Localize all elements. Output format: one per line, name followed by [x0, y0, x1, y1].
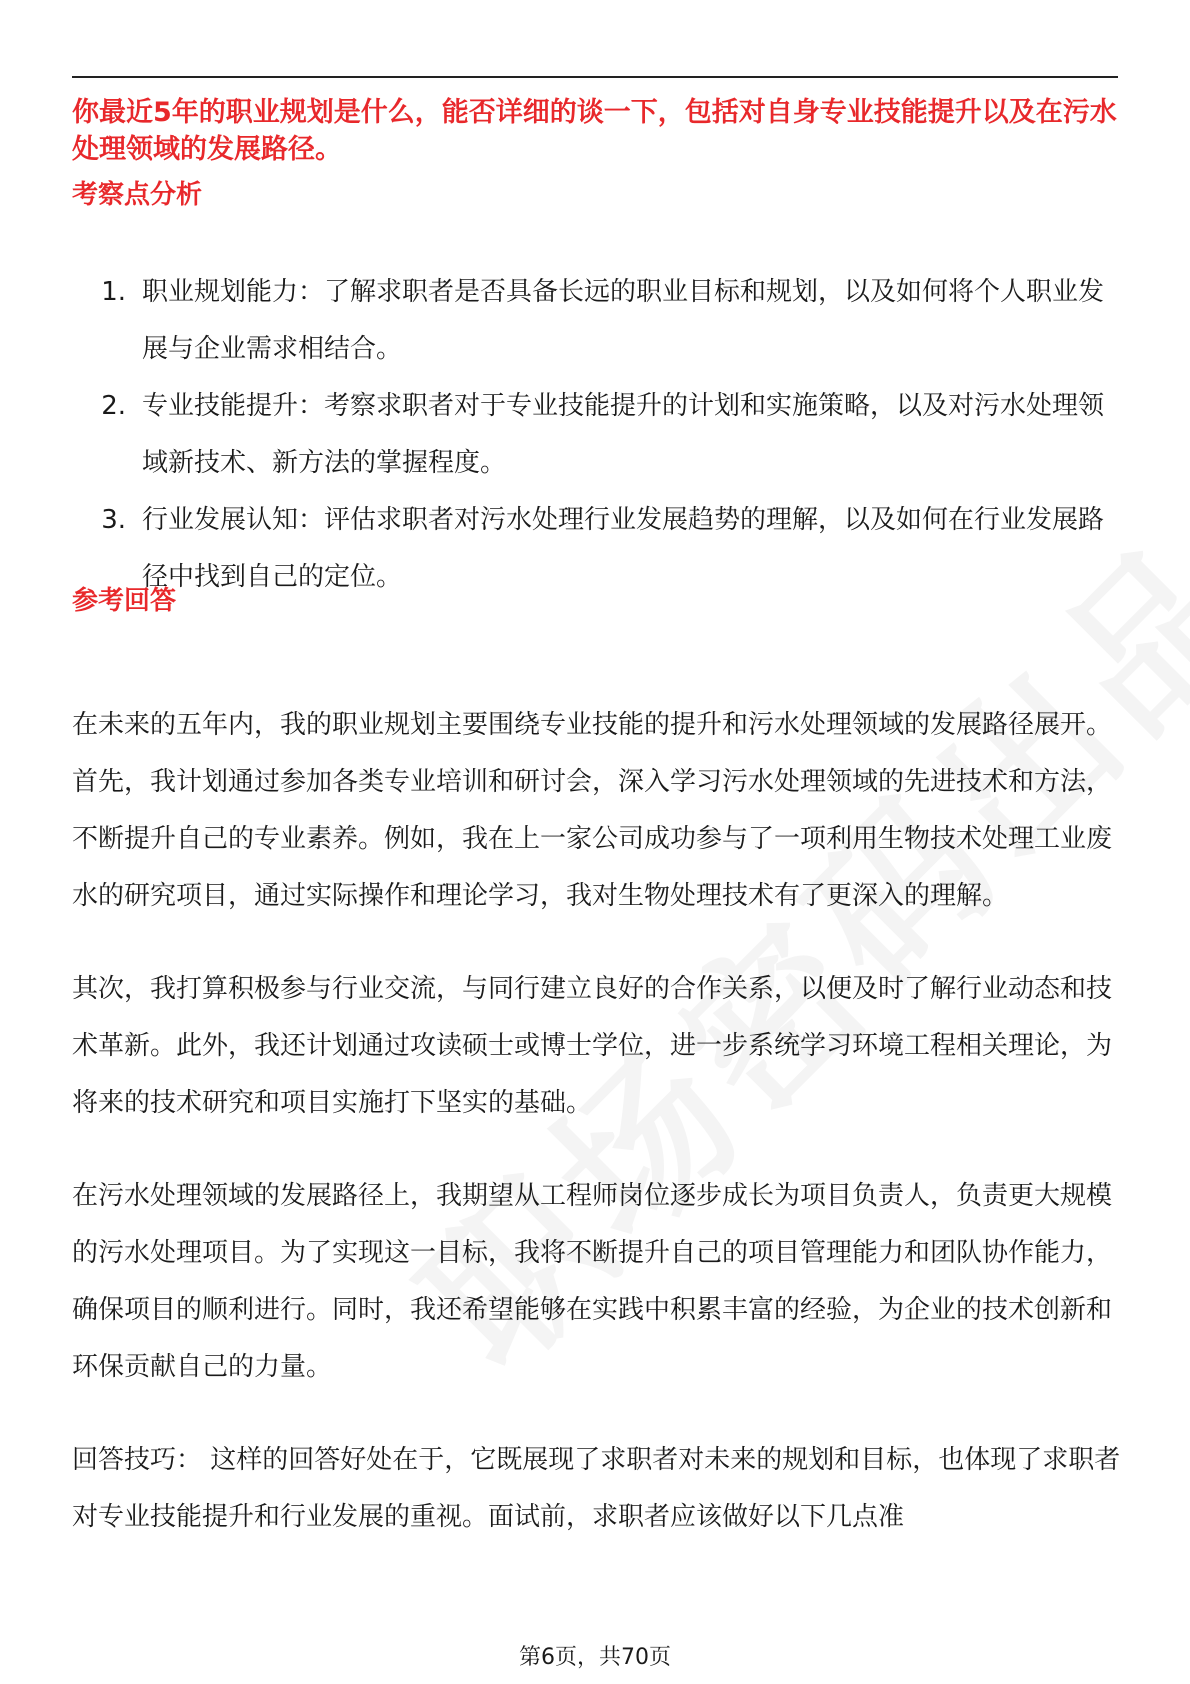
analysis-item — [72, 378, 1122, 492]
analysis-item — [72, 264, 1122, 378]
answer-body — [72, 697, 1122, 1582]
answer-paragraph: 在污水处理领域的发展路径上，我期望从工程师岗位逐步成长为项目负责人，负责更大规模的污水处理项目。为了实现这一目标，我将不断提升自己的项目管理能力和团队协作能力，确保项目的顺利进行。同时，我还希望能够在实践中积累丰富的经验，为企业的技术创新和环保贡献自己的力量。 — [72, 1181, 1113, 1382]
analysis-item — [72, 492, 1122, 606]
analysis-heading: 考察点分析 — [72, 180, 203, 210]
answer-heading: 参考回答 — [72, 586, 177, 616]
analysis-item-number: 3. — [101, 505, 126, 535]
analysis-list — [72, 264, 1122, 606]
analysis-item-number: 2. — [101, 391, 126, 421]
analysis-item-text: 专业技能提升：考察求职者对于专业技能提升的计划和实施策略，以及对污水处理领域新技术、新方法的掌握程度。 — [142, 391, 1105, 478]
top-divider — [72, 76, 1118, 78]
page-number-footer: 第6页，共70页 — [519, 1645, 671, 1670]
question-title: 你最近5年的职业规划是什么，能否详细的谈一下，包括对自身专业技能提升以及在污水处理领域的发展路径。 — [72, 97, 1117, 165]
analysis-item-text: 行业发展认知：评估求职者对污水处理行业发展趋势的理解，以及如何在行业发展路径中找到自己的定位。 — [142, 505, 1105, 592]
answer-paragraph: 在未来的五年内，我的职业规划主要围绕专业技能的提升和污水处理领域的发展路径展开。首先，我计划通过参加各类专业培训和研讨会，深入学习污水处理领域的先进技术和方法，不断提升自己的专业素养。例如，我在上一家公司成功参与了一项利用生物技术处理工业废水的研究项目，通过实际操作和理论学习，我对生物处理技术有了更深入的理解。 — [72, 710, 1113, 911]
answer-paragraph: 其次，我打算积极参与行业交流，与同行建立良好的合作关系，以便及时了解行业动态和技术革新。此外，我还计划通过攻读硕士或博士学位，进一步系统学习环境工程相关理论，为将来的技术研究和项目实施打下坚实的基础。 — [72, 974, 1113, 1118]
answer-tips-paragraph: 回答技巧： 这样的回答好处在于，它既展现了求职者对未来的规划和目标，也体现了求职者对专业技能提升和行业发展的重视。面试前，求职者应该做好以下几点准 — [72, 1445, 1121, 1532]
analysis-item-text: 职业规划能力：了解求职者是否具备长远的职业目标和规划，以及如何将个人职业发展与企业需求相结合。 — [142, 277, 1105, 364]
analysis-item-number: 1. — [101, 277, 126, 307]
